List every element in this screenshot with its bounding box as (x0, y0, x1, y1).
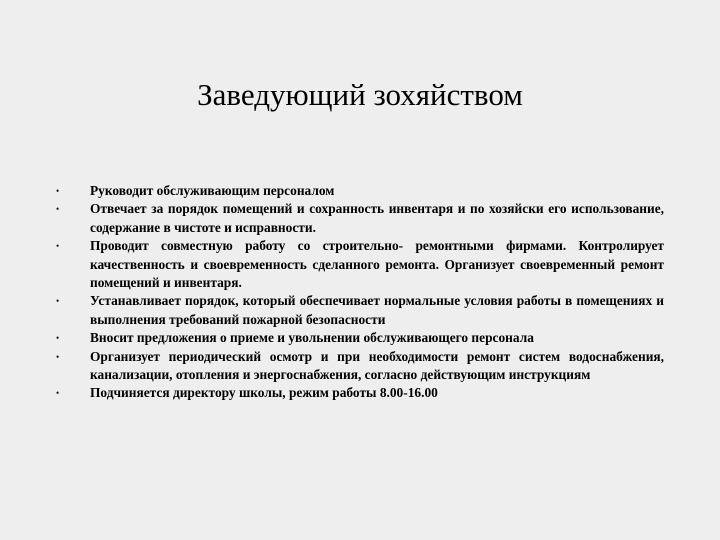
bullet-icon: • (56, 241, 60, 252)
bullet-icon: • (56, 296, 60, 307)
list-item (56, 182, 664, 200)
list-item-text: Проводит совместную работу со строительно- ремонтными фирмами. Контролирует качественность и своевременность сделанного ремонта. Организует своевременный ремонт помещений и инвентаря. (90, 238, 664, 291)
list-item (56, 200, 664, 237)
slide-title: Заведующий зохяйством (197, 77, 523, 112)
bullet-icon: • (56, 388, 60, 399)
list-item-text: Подчиняется директору школы, режим работы 8.00-16.00 (90, 385, 438, 401)
list-item (56, 329, 664, 347)
bullet-list (56, 182, 664, 403)
list-item-text: Организует периодический осмотр и при необходимости ремонт систем водоснабжения, канализации, отопления и энергоснабжения, согласно действующим инструкциям (90, 348, 664, 383)
bullet-icon: • (56, 186, 60, 196)
bullet-icon: • (56, 204, 60, 215)
list-item (56, 384, 664, 402)
list-item-text: Вносит предложения о приеме и увольнении обслуживающего персонала (90, 330, 534, 346)
list-item (56, 292, 664, 329)
bullet-icon: • (56, 351, 60, 362)
list-item (56, 348, 664, 385)
list-item-text: Руководит обслуживающим персоналом (90, 183, 335, 198)
bullet-icon: • (56, 333, 60, 344)
list-item (56, 237, 664, 292)
list-item-text: Устанавливает порядок, который обеспечивает нормальные условия работы в помещениях и выполнения требований пожарной безопасности (90, 293, 664, 327)
list-item-text: Отвечает за порядок помещений и сохранность инвентаря и по хозяйски его использование, содержание в чистоте и исправности. (90, 201, 664, 235)
